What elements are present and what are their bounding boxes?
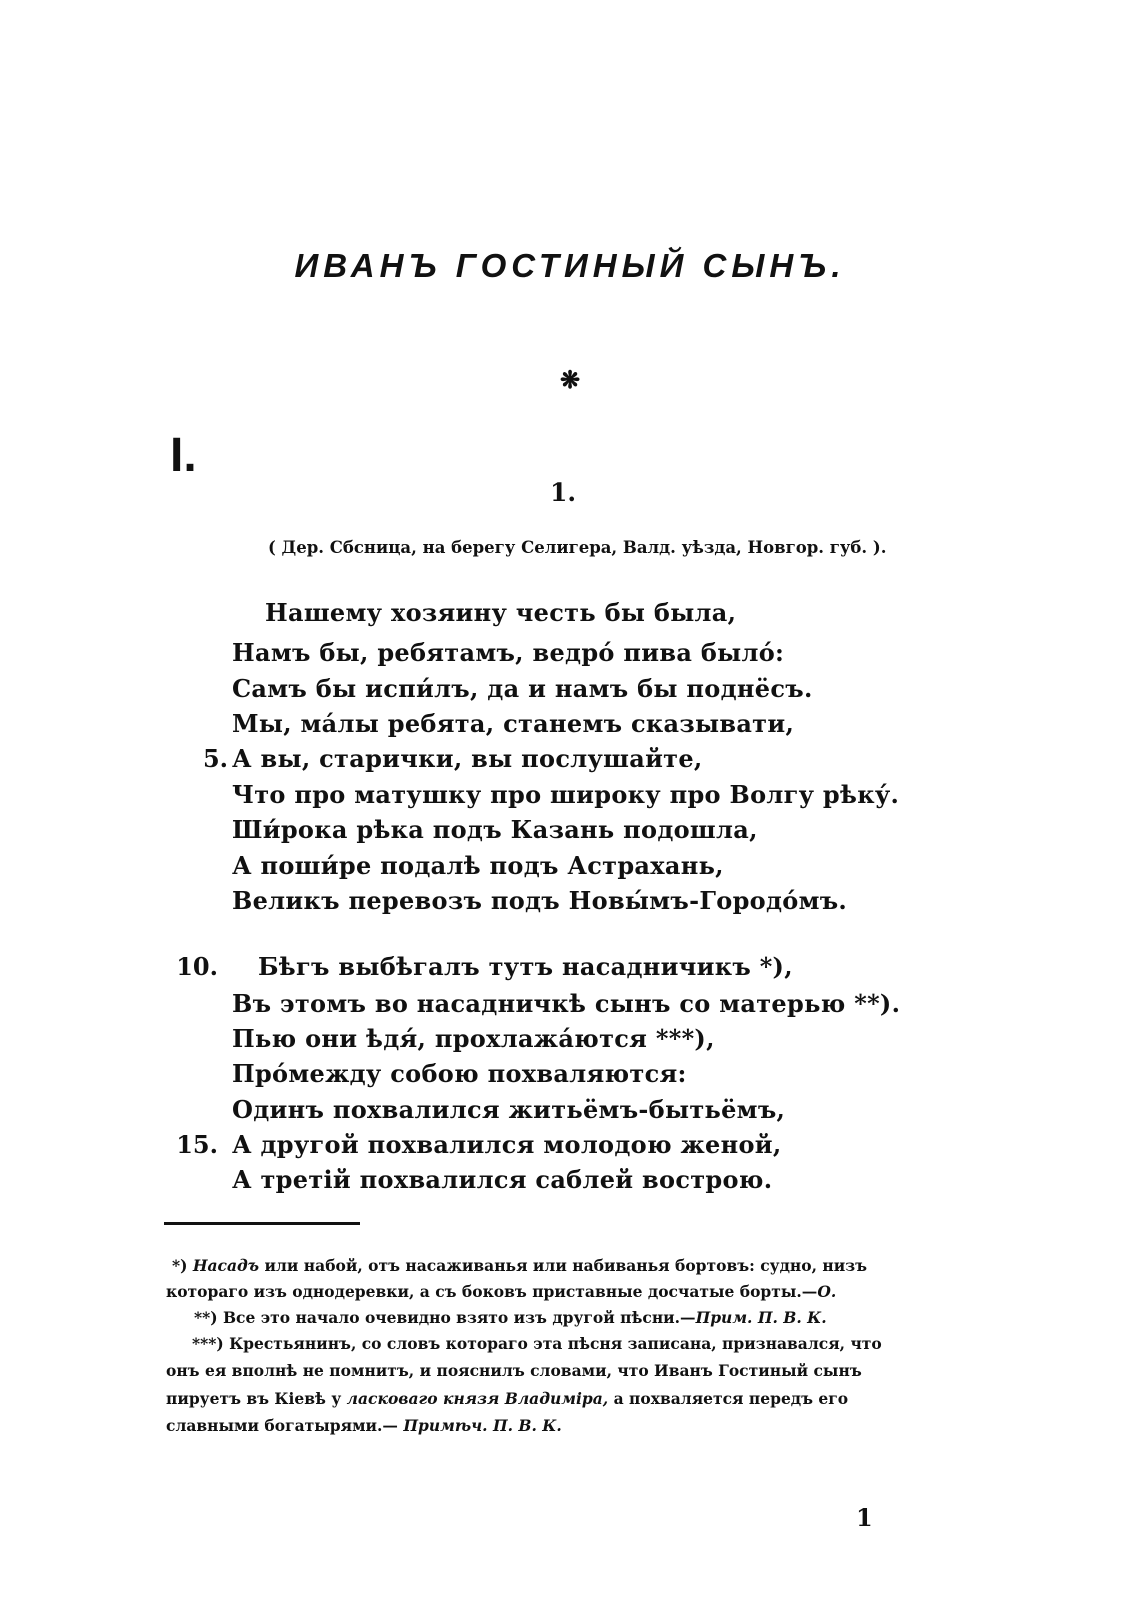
verse-text: Великъ перевозъ подъ Новы́мъ-Городо́мъ. — [232, 886, 848, 915]
verse-number: 5. — [202, 744, 228, 773]
footnote-2 — [194, 1308, 827, 1328]
verse-text: А другой похвалился молодою женой, — [232, 1130, 782, 1159]
verse-text: Мы, ма́лы ребята, станемъ сказывати, — [232, 709, 795, 738]
ornament-icon: ❋ — [560, 365, 581, 394]
verse-line — [0, 884, 1140, 930]
footnote-text: онъ ея вполнѣ не помнитъ, и пояснилъ словами, что Иванъ Гостиный сынъ — [166, 1361, 862, 1380]
part-numeral: I. — [170, 429, 197, 482]
footnote-mark: ***) — [192, 1334, 224, 1353]
verse-text: Пью они ѣдя́, прохлажа́ются ***), — [232, 1024, 715, 1053]
footnote-signature: Прим. П. В. К. — [695, 1308, 827, 1327]
footnote-text: а похваляется передъ его — [613, 1389, 849, 1408]
verse-text: Что про матушку про широку про Волгу рѣку́. — [232, 780, 900, 809]
page-number: 1 — [856, 1503, 873, 1532]
verse-text: Самъ бы испи́лъ, да и намъ бы поднёсъ. — [232, 674, 813, 703]
footnote-1-line-2 — [166, 1282, 836, 1302]
footnote-signature: О. — [817, 1282, 837, 1301]
verse-text: Одинъ похвалился житьёмъ-бытьёмъ, — [232, 1095, 786, 1124]
page-title: ИВАНЪ ГОСТИНЫЙ СЫНЪ. — [294, 247, 846, 284]
footnote-text: пируетъ въ Кіевѣ у — [166, 1389, 342, 1408]
verse-number: 10. — [176, 952, 218, 981]
footnote-term: Насадъ — [192, 1256, 260, 1275]
footnote-signature: Примѣч. П. В. К. — [403, 1416, 562, 1435]
verse-text: Бѣгъ выбѣгалъ тутъ насадничикъ *), — [258, 952, 793, 981]
song-number: 1. — [550, 478, 577, 507]
verse-text: А поши́ре подалѣ подъ Астрахань, — [232, 851, 724, 880]
footnote-3-line-2 — [166, 1361, 862, 1381]
verse-text: Про́между собою похваляются: — [232, 1059, 687, 1088]
footnote-text: Все это начало очевидно взято изъ другой пѣсни.— — [222, 1308, 696, 1327]
footnote-italic: ласковаго князя Владиміра, — [346, 1389, 609, 1408]
source-note: ( Дер. Сбсница, на берегу Селигера, Валд. уѣзда, Новгор. губ. ). — [268, 538, 887, 557]
verse-text: Ши́рока рѣка подъ Казань подошла, — [232, 815, 758, 844]
footnote-mark: *) — [172, 1256, 188, 1275]
verse-text: А третій похвалился саблей вострою. — [232, 1165, 773, 1194]
verse-text: Намъ бы, ребятамъ, ведро́ пива было́: — [232, 638, 785, 667]
verse-text: А вы, старички, вы послушайте, — [232, 744, 703, 773]
footnote-3-line-1 — [192, 1334, 882, 1354]
verse-line — [0, 1163, 1140, 1209]
footnote-3-line-3 — [166, 1389, 848, 1409]
footnote-text: котораго изъ однодеревки, а съ боковъ приставные досчатые борты.— — [166, 1282, 818, 1301]
verse-number: 15. — [176, 1130, 218, 1159]
verse-text: Въ этомъ во насадничкѣ сынъ со матерью **). — [232, 989, 901, 1018]
footnote-text: или набой, отъ насаживанья или набиванья бортовъ: судно, низъ — [264, 1256, 868, 1275]
footnote-text: Крестьянинъ, со словъ котораго эта пѣсня записана, признавался, что — [229, 1334, 882, 1353]
footnote-text: славными богатырями.— — [166, 1416, 398, 1435]
footnote-3-line-4 — [166, 1416, 562, 1436]
footnote-divider — [164, 1222, 360, 1225]
footnote-1-line-1 — [172, 1256, 867, 1276]
footnote-mark: **) — [194, 1308, 218, 1327]
verse-text: Нашему хозяину честь бы была, — [265, 598, 737, 627]
